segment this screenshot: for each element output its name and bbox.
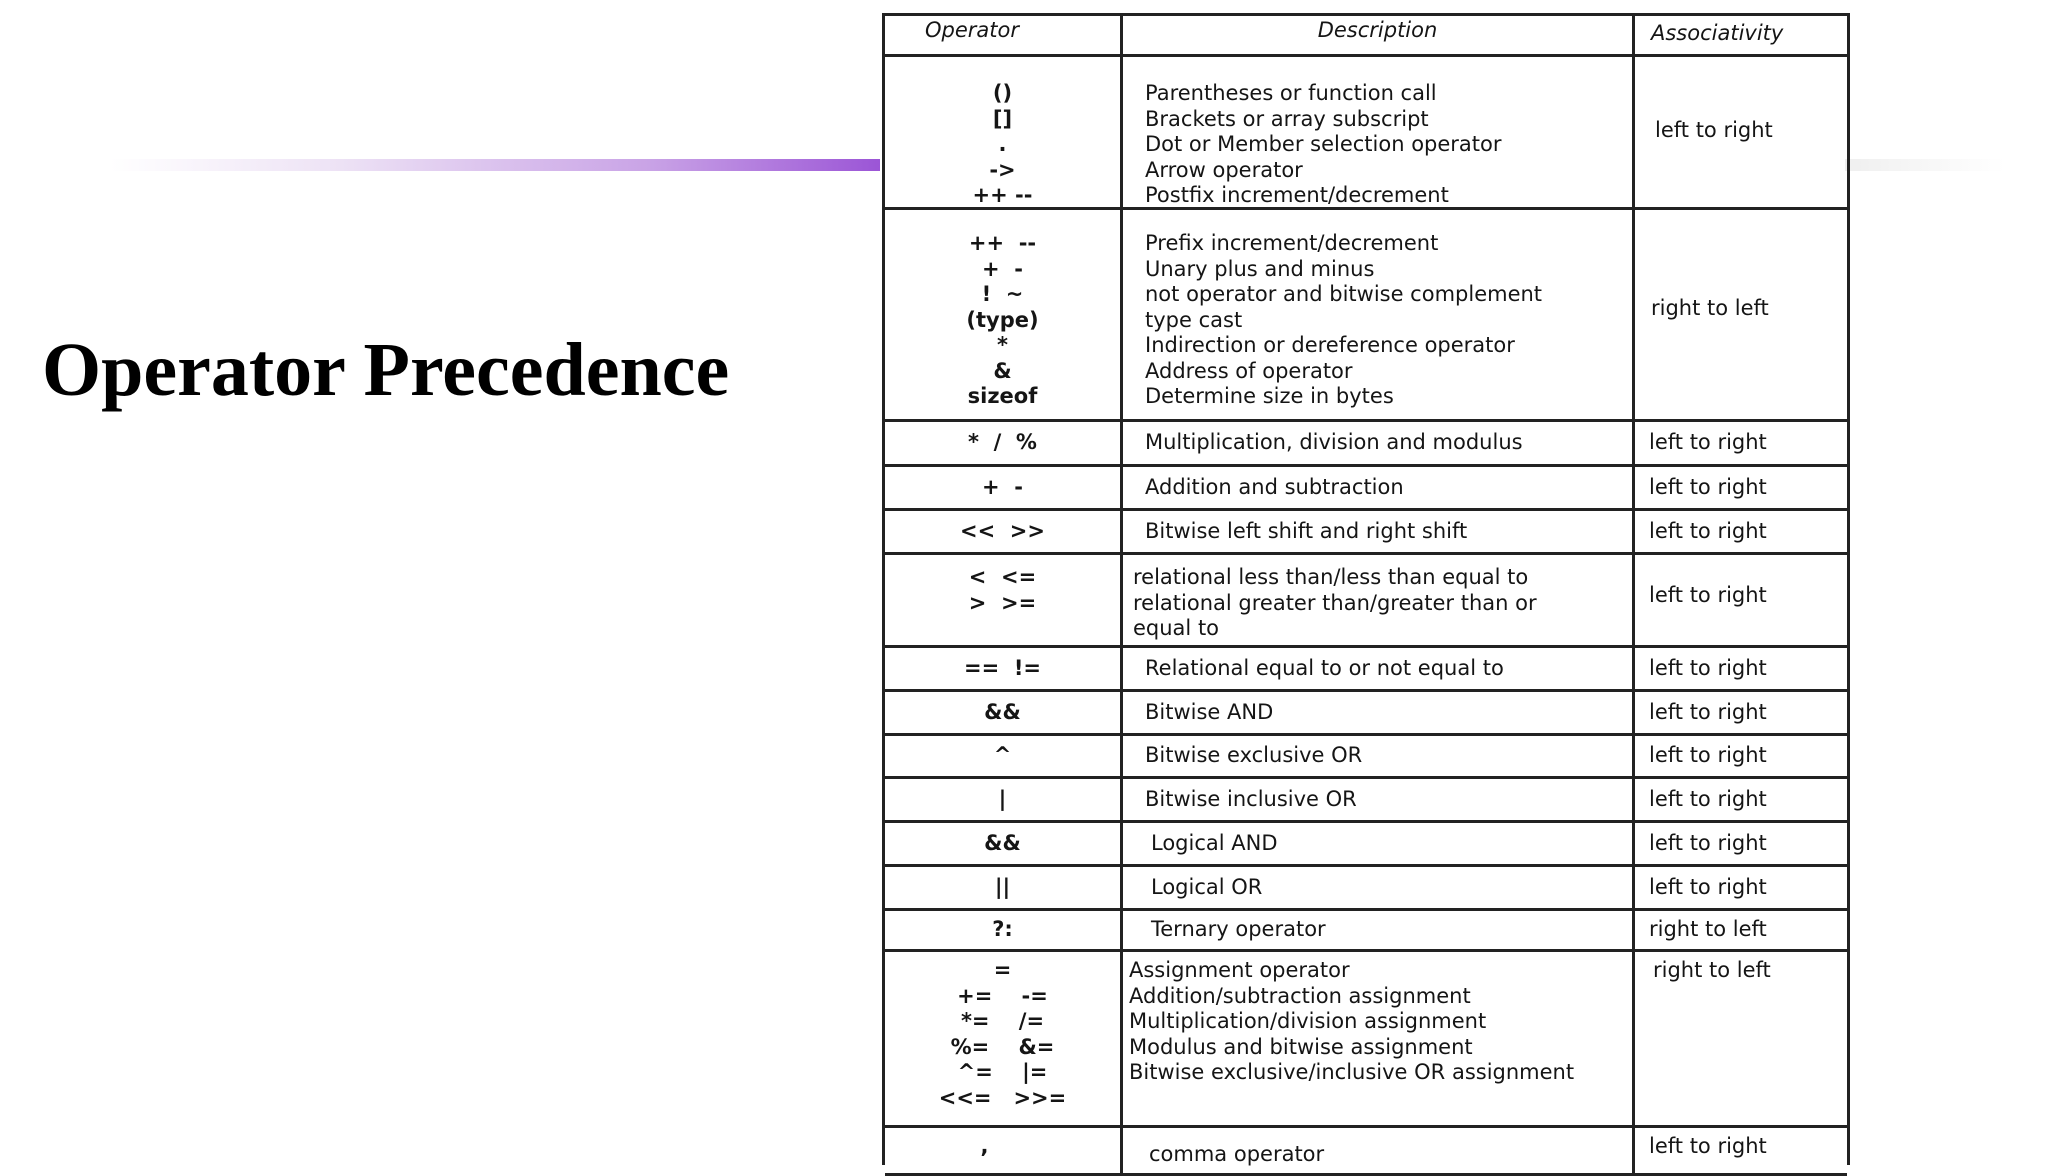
associativity-cell: left to right <box>1649 743 1767 768</box>
description-cell: Bitwise exclusive OR <box>1123 736 1635 776</box>
description-cell: Relational equal to or not equal to <box>1123 648 1635 689</box>
table-header-row <box>885 16 1847 57</box>
operator-cell: ?: <box>885 911 1123 949</box>
operator-cell: | <box>885 779 1123 820</box>
associativity-cell: left to right <box>1649 474 1767 499</box>
description-cell: Multiplication, division and modulus <box>1123 422 1635 464</box>
associativity-cell: left to right <box>1649 655 1767 680</box>
table-row <box>885 467 1847 511</box>
table-row <box>885 422 1847 467</box>
operator-cell: * / % <box>885 422 1123 464</box>
description-cell: Bitwise left shift and right shift <box>1123 511 1635 552</box>
description-cell: Logical AND <box>1123 823 1635 864</box>
header-associativity: Associativity <box>1651 21 1784 45</box>
operator-cell: + - <box>885 467 1123 508</box>
table-row <box>885 779 1847 823</box>
table-row <box>885 57 1847 210</box>
table-row <box>885 555 1847 648</box>
header-operator: Operator <box>885 16 1123 54</box>
description-cell: relational less than/less than equal to relational greater than/greater than or equal to <box>1123 555 1635 645</box>
table-row <box>885 692 1847 736</box>
description-cell: Logical OR <box>1123 867 1635 908</box>
table-row <box>885 867 1847 911</box>
slide-title: Operator Precedence <box>42 328 730 412</box>
associativity-cell: left to right <box>1649 786 1767 811</box>
associativity-cell: left to right <box>1649 430 1767 455</box>
table-row <box>885 648 1847 692</box>
table-row <box>885 736 1847 779</box>
table-row <box>885 952 1847 1128</box>
associativity-cell: right to left <box>1651 295 1769 320</box>
operator-cell: && <box>885 823 1123 864</box>
operator-cell: ^ <box>885 736 1123 776</box>
accent-bar-left <box>110 159 880 171</box>
associativity-cell: right to left <box>1649 917 1767 942</box>
operator-cell: ++ -- + - ! ~ (type) * & sizeof <box>885 210 1123 419</box>
associativity-cell: right to left <box>1653 958 1771 982</box>
associativity-cell: left to right <box>1649 830 1767 855</box>
associativity-cell: left to right <box>1649 518 1767 543</box>
operator-cell: == != <box>885 648 1123 689</box>
description-cell: Bitwise inclusive OR <box>1123 779 1635 820</box>
description-cell: Addition and subtraction <box>1123 467 1635 508</box>
operator-cell: = += -= *= /= %= &= ^= |= <<= >>= <box>885 952 1123 1125</box>
operator-cell: << >> <box>885 511 1123 552</box>
associativity-cell: left to right <box>1649 1134 1767 1158</box>
operator-cell: () [] . -> ++ -- <box>885 57 1123 207</box>
table-row <box>885 210 1847 422</box>
operator-cell: && <box>885 692 1123 733</box>
table-row <box>885 1128 1847 1176</box>
operator-cell: , <box>885 1128 1123 1173</box>
description-cell: comma operator <box>1123 1128 1635 1173</box>
associativity-cell: left to right <box>1649 699 1767 724</box>
description-cell: Assignment operator Addition/subtraction assignment Multiplication/division assignment Modulus and bitwise assignment Bitwise exclusive/inclusive OR assignment <box>1123 952 1635 1125</box>
operator-cell: || <box>885 867 1123 908</box>
table-row <box>885 511 1847 555</box>
associativity-cell: left to right <box>1649 874 1767 899</box>
description-cell: Ternary operator <box>1123 911 1635 949</box>
associativity-cell: left to right <box>1649 583 1767 608</box>
operator-precedence-table <box>882 13 1850 1165</box>
operator-cell: < <= > >= <box>885 555 1123 645</box>
table-row <box>885 911 1847 952</box>
table-row <box>885 823 1847 867</box>
description-cell: Bitwise AND <box>1123 692 1635 733</box>
header-description: Description <box>1123 16 1635 54</box>
accent-bar-right <box>1845 159 2005 171</box>
description-cell: Prefix increment/decrement Unary plus and minus not operator and bitwise complement type cast Indirection or dereference operator Address of operator Determine size in bytes <box>1123 210 1635 419</box>
description-cell: Parentheses or function call Brackets or array subscript Dot or Member selection operator Arrow operator Postfix increment/decrement <box>1123 57 1635 207</box>
associativity-cell: left to right <box>1655 118 1773 143</box>
